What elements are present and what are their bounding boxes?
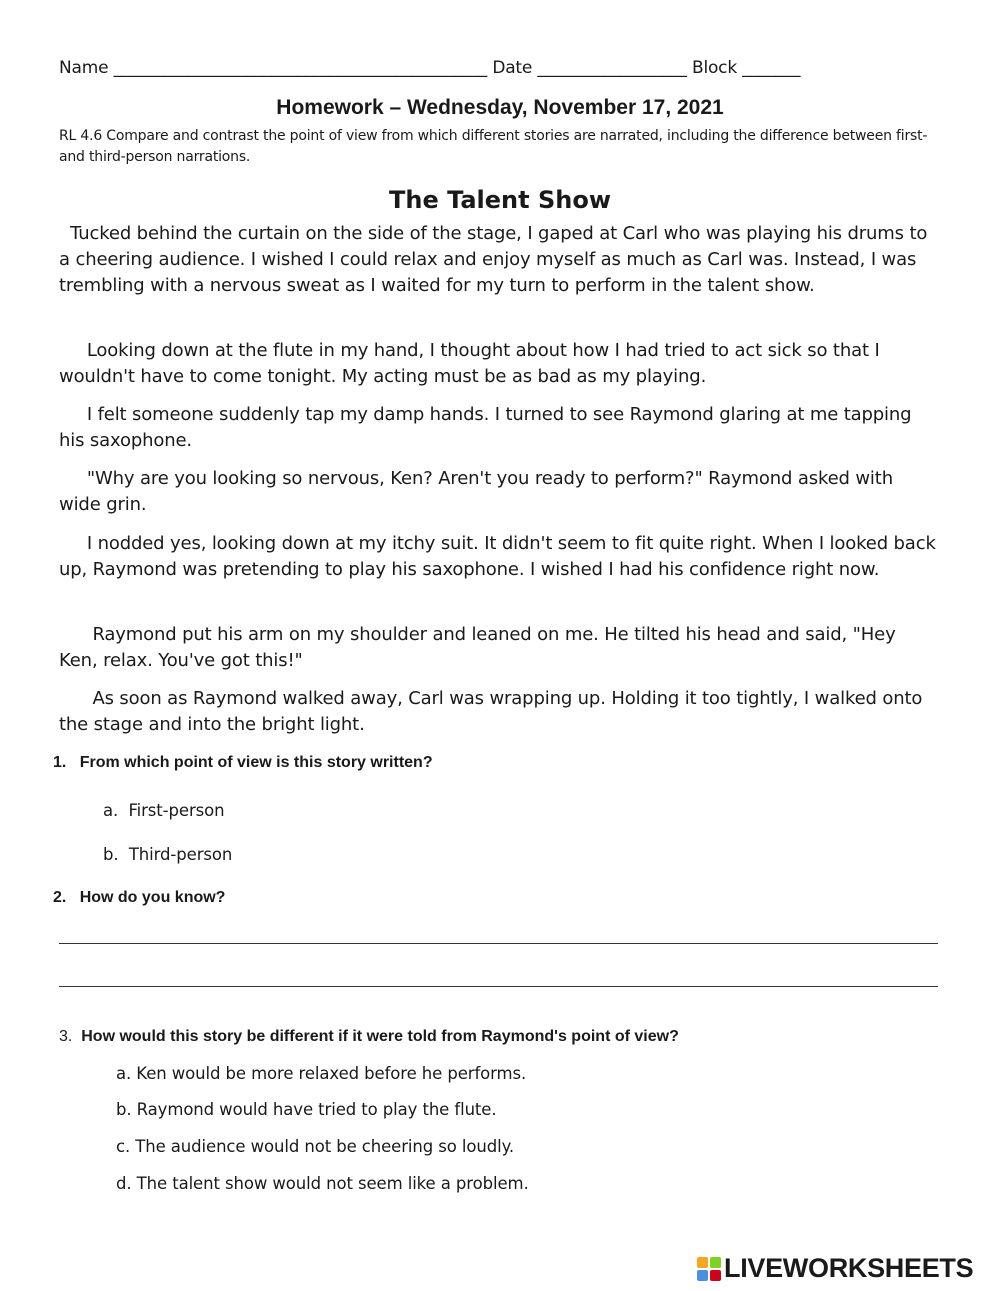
header-fields — [59, 58, 800, 78]
q3-option-c[interactable]: c. The audience would not be cheering so loudly. — [116, 1137, 515, 1156]
name-blank: _____________________________________________ — [113, 58, 488, 78]
block-label: Block — [692, 58, 737, 78]
story-paragraph-7: As soon as Raymond walked away, Carl was wrapping up. Holding it too tightly, I walked onto the stage and into the bright light. — [59, 688, 928, 735]
question-text: How do you know? — [79, 889, 226, 906]
page-title: Homework – Wednesday, November 17, 2021 — [276, 96, 724, 119]
standard-text: RL 4.6 Compare and contrast the point of view from which different stories are narrated, including the difference between first- and third-person narrations. — [59, 128, 928, 165]
date-label: Date — [492, 58, 533, 78]
question-text: From which point of view is this story written? — [79, 754, 433, 771]
logo-block — [710, 1257, 721, 1268]
logo-text: LIVEWORKSHEETS — [724, 1253, 974, 1283]
q3-option-a[interactable]: a. Ken would be more relaxed before he performs. — [116, 1064, 527, 1083]
logo-block — [710, 1270, 721, 1281]
story-title: The Talent Show — [388, 186, 611, 214]
option-text: Third-person — [128, 845, 233, 864]
story-paragraph-5: I nodded yes, looking down at my itchy suit. It didn't seem to fit quite right. When I looked back up, Raymond was pretending to play his saxophone. I wished I had his confidence right now. — [59, 533, 942, 580]
story-paragraph-2: Looking down at the flute in my hand, I thought about how I had tried to act sick so that I wouldn't have to come tonight. My acting must be as bad as my playing. — [59, 340, 886, 387]
question-number: 1. — [53, 754, 67, 771]
option-letter: a. — [103, 801, 119, 820]
answer-line-2[interactable] — [59, 986, 938, 987]
block-blank: _______ — [742, 58, 801, 78]
story-paragraph-1: Tucked behind the curtain on the side of the stage, I gaped at Carl who was playing his drums to a cheering audience. I wished I could relax and enjoy myself as much as Carl was. Instead, I was trembling with a nervous sweat as I waited for my turn to perform in the talent show. — [59, 223, 933, 296]
logo-block — [697, 1257, 708, 1268]
question-1 — [53, 754, 433, 772]
story-paragraph-6: Raymond put his arm on my shoulder and leaned on me. He tilted his head and said, "Hey Ken, relax. You've got this!" — [59, 624, 902, 671]
question-2 — [53, 889, 225, 907]
q1-option-a[interactable] — [103, 801, 225, 820]
q3-option-b[interactable]: b. Raymond would have tried to play the flute. — [116, 1100, 497, 1119]
question-number: 3. — [59, 1028, 73, 1045]
story-paragraph-4: "Why are you looking so nervous, Ken? Aren't you ready to perform?" Raymond asked with wide grin. — [59, 468, 899, 515]
story-paragraph-3: I felt someone suddenly tap my damp hands. I turned to see Raymond glaring at me tapping his saxophone. — [59, 404, 918, 451]
logo-blocks-icon — [697, 1257, 721, 1281]
option-letter: b. — [103, 845, 119, 864]
question-number: 2. — [53, 889, 67, 906]
question-3 — [59, 1028, 679, 1046]
liveworksheets-logo — [697, 1253, 973, 1284]
q3-option-d[interactable]: d. The talent show would not seem like a problem. — [116, 1174, 529, 1193]
question-text: How would this story be different if it were told from Raymond's point of view? — [81, 1028, 679, 1045]
date-blank: __________________ — [537, 58, 687, 78]
q1-option-b[interactable] — [103, 845, 232, 864]
answer-line-1[interactable] — [59, 943, 938, 944]
name-label: Name — [59, 58, 109, 78]
option-text: First-person — [128, 801, 225, 820]
logo-block — [697, 1270, 708, 1281]
